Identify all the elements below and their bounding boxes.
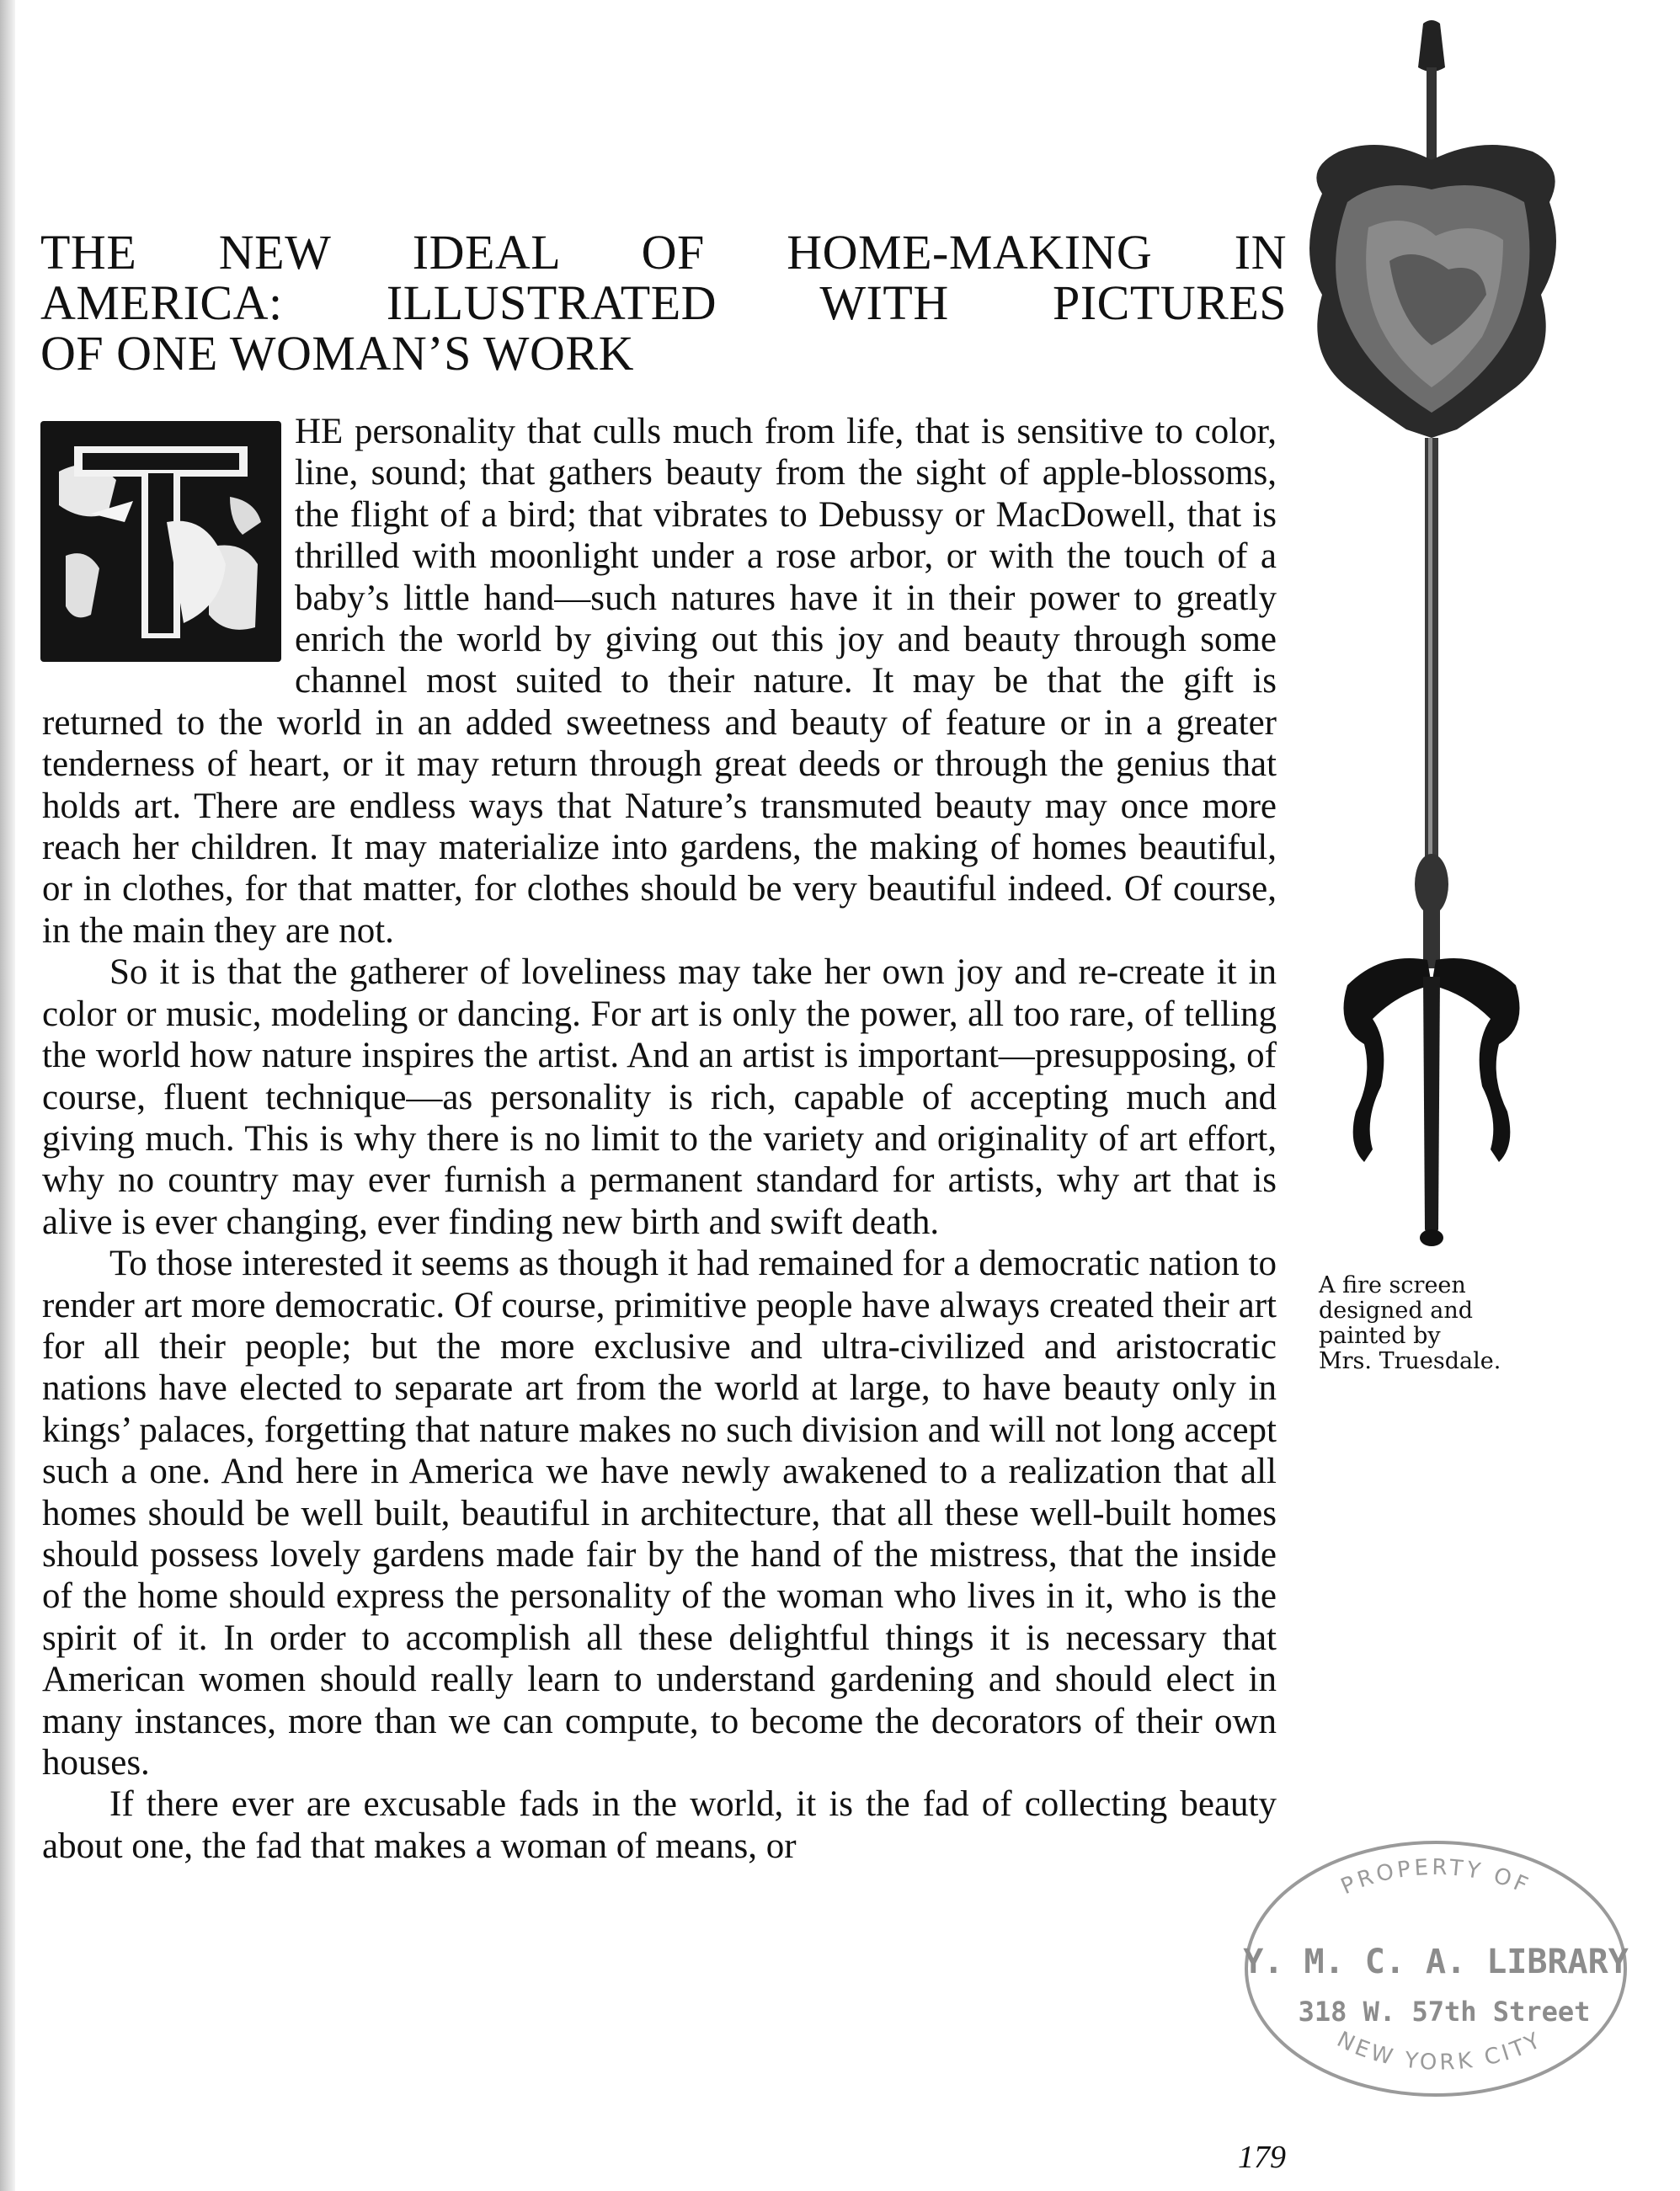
stamp-line-2: 318 W. 57th Street <box>1298 1996 1591 2028</box>
caption-line-2: designed and <box>1319 1298 1474 1324</box>
title-line-1: THE NEW IDEAL OF HOME-MAKING IN <box>40 225 1287 280</box>
stamp-top-arc: PROPERTY OF <box>1337 1854 1535 1900</box>
paragraph-3: To those interested it seems as though it had remained for a democratic nation to render art more democratic. Of course, primitive people have always created their art for all their people; but the more exclusive and ultra-civilized and aristocratic nations have elected to separate art from the world at large, to have beauty only in kings’ palaces, forgetting that nature makes no such division and will not long accept such a one. And here in America we have newly awakened to a realization that all homes should be well built, beautiful in architecture, that all these well-built homes should possess lovely gardens made fair by the hand of the mistress, that the inside of the home should express the personality of the woman who lives in it, who is the spirit of it. In order to accomplish all these delightful things it is necessary that American women should really learn to understand gardening and should elect in many instances, more than we can compute, to become the decorators of their own houses. <box>42 1244 1277 1783</box>
title-line-2: AMERICA: ILLUSTRATED WITH PICTURES <box>40 275 1287 330</box>
figure-caption <box>1319 1273 1571 1374</box>
library-stamp <box>1238 1826 1634 2103</box>
svg-text:NEW YORK CITY <box>1333 2027 1547 2076</box>
fire-screen-photo <box>1288 17 1600 1255</box>
caption-line-3: painted by <box>1319 1323 1441 1349</box>
drop-cap-spacer <box>42 411 295 697</box>
page-edge-shadow <box>0 0 15 2191</box>
page-number: 179 <box>1238 2140 1286 2175</box>
stamp-line-1: Y. M. C. A. LIBRARY <box>1243 1943 1629 1981</box>
caption-line-1: A fire screen <box>1319 1272 1466 1298</box>
article-title <box>40 227 1287 379</box>
svg-text:PROPERTY OF <box>1337 1855 1534 1900</box>
paragraph-2: So it is that the gatherer of loveliness may take her own joy and re-create it in color or music, modeling or dancing. For art is only the power, all too rare, of telling the world how nature inspires the artist. And an artist is important—presupposing, of course, fluent technique—as personality is rich, capable of accepting much and giving much. This is why there is no limit to the variety and originality of art effort, why no country may ever furnish a permanent standard for artists, why art that is alive is ever changing, ever finding new birth and swift death. <box>42 952 1277 1242</box>
paragraph-4: If there ever are excusable fads in the world, it is the fad of collecting beauty about one, the fad that makes a woman of means, or <box>42 1784 1277 1866</box>
title-line-3: OF ONE WOMAN’S WORK <box>40 326 634 381</box>
article-body <box>42 411 1277 1867</box>
stamp-bottom-arc: NEW YORK CITY <box>1332 2027 1548 2076</box>
paragraph-1: HE personality that culls much from life, that is sensitive to color, line, sound; that gathers beauty from the sight of apple-blossoms, the flight of a bird; that vibrates to Debussy or MacDowell, that is thrilled with moonlight under a rose arbor, or with the touch of a baby’s little hand—such natures have it in their power to greatly enrich the world by giving out this joy and beauty through some channel most suited to their nature. It may be that the gift is returned to the world in an added sweetness and beauty of feature or in a greater tenderness of heart, or it may return through great deeds or through the genius that holds art. There are endless ways that Nature’s transmuted beauty may once more reach her children. It may materialize into gardens, the making of homes beautiful, or in clothes, for that matter, for clothes should be very beautiful indeed. Of course, in the main they are not. <box>42 412 1277 951</box>
caption-line-4: Mrs. Truesdale. <box>1319 1348 1501 1374</box>
